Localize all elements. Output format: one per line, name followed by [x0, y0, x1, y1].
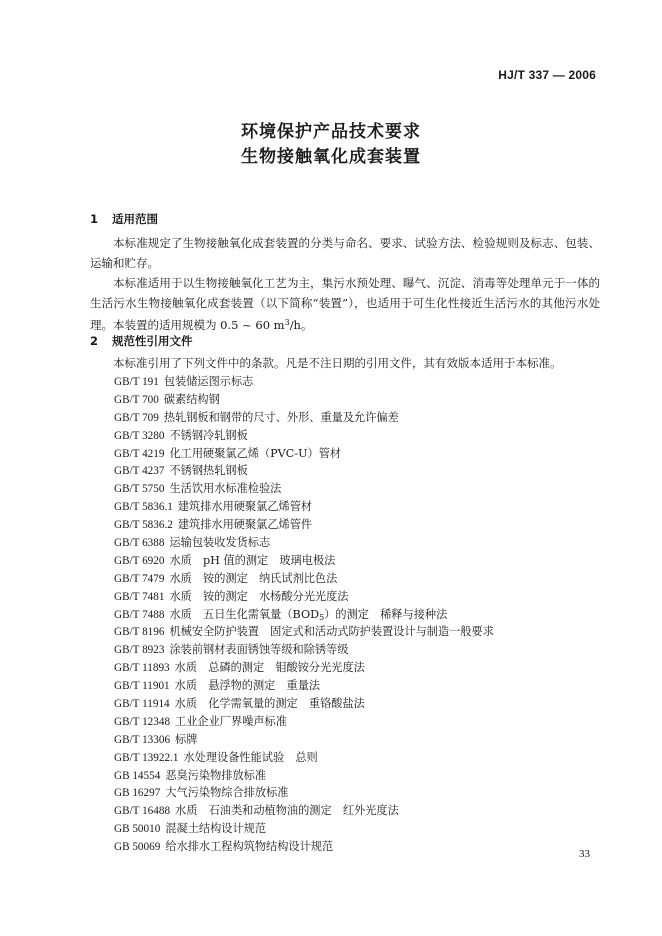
reference-item	[114, 606, 494, 624]
reference-code: GB/T 13922.1	[114, 751, 179, 764]
reference-code: GB/T 7488	[114, 608, 165, 621]
unit-superscript: 3	[284, 318, 290, 327]
reference-code: GB/T 5750	[114, 483, 165, 496]
reference-code: GB/T 4237	[114, 465, 165, 478]
reference-code: GB/T 8923	[114, 644, 165, 657]
reference-item	[114, 802, 494, 820]
reference-code: GB/T 191	[114, 376, 159, 388]
reference-item	[114, 820, 494, 838]
reference-code: GB/T 4219	[114, 447, 165, 460]
reference-item	[114, 427, 494, 445]
reference-item	[114, 373, 494, 391]
reference-item	[114, 767, 494, 785]
reference-code: GB/T 11914	[114, 698, 170, 711]
page-number: 33	[579, 848, 590, 860]
title-line-2: 生物接触氧化成套装置	[241, 147, 421, 167]
reference-title: 机械安全防护装置 固定式和活动式防护装置设计与制造一般要求	[169, 625, 494, 639]
reference-title: 建筑排水用硬聚氯乙烯管件	[177, 518, 313, 532]
reference-title: 给水排水工程构筑物结构设计规范	[165, 840, 334, 854]
reference-title: 水质 石油类和动植物油的测定 红外光度法	[175, 804, 399, 818]
reference-title-subscript: 5	[319, 612, 325, 622]
reference-item	[114, 659, 494, 677]
section-1-heading	[90, 211, 158, 227]
reference-item	[114, 462, 494, 480]
reference-item	[114, 677, 494, 695]
reference-title: 标牌	[175, 732, 198, 746]
scope-text: 本标准适用于以生物接触氧化工艺为主，集污水预处理、曝气、沉淀、消毒等处理单元于一体的生活污水生物接触氧化成套装置（以下简称“装置”），也适用于可生化性接近生活污水的其他污水处理。本装置的适用规模为 0.5 ~ 60 m	[90, 276, 600, 332]
section-2-heading	[90, 333, 193, 349]
reference-title: 涂装前钢材表面锈蚀等级和除锈等级	[169, 643, 349, 657]
reference-code: GB/T 700	[114, 393, 159, 406]
reference-list	[114, 373, 494, 856]
reference-title: 包装储运图示标志	[163, 375, 254, 388]
reference-code: GB/T 5836.2	[114, 519, 173, 532]
reference-title-tail: ）的测定 稀释与接种法	[324, 607, 448, 621]
reference-item	[114, 391, 494, 409]
reference-code: GB/T 709	[114, 411, 159, 424]
scope-text-tail: /h。	[289, 318, 313, 332]
reference-title: 化工用硬聚氯乙烯（PVC-U）管材	[169, 446, 342, 460]
section-2-number: 2	[90, 334, 99, 348]
reference-code: GB/T 16488	[114, 805, 171, 818]
reference-code: GB/T 7481	[114, 590, 165, 603]
reference-item	[114, 480, 494, 498]
reference-code: GB/T 5836.1	[114, 501, 173, 514]
section-2-intro: 本标准引用了下列文件中的条款。凡是不注日期的引用文件，其有效版本适用于本标准。	[113, 356, 562, 370]
reference-code: GB/T 7479	[114, 572, 165, 585]
reference-title: 不锈钢热轧钢板	[169, 464, 248, 478]
reference-item	[114, 445, 494, 463]
reference-title: 工业企业厂界噪声标准	[175, 714, 287, 728]
reference-item	[114, 409, 494, 427]
reference-item	[114, 731, 494, 749]
reference-title: 不锈钢冷轧钢板	[169, 428, 248, 442]
reference-code: GB/T 6388	[114, 537, 165, 550]
reference-code: GB/T 13306	[114, 733, 171, 746]
reference-item	[114, 623, 494, 641]
section-1-number: 1	[90, 212, 99, 226]
reference-title: 水质 pH 值的测定 玻璃电极法	[169, 553, 336, 567]
reference-title: 大气污染物综合排放标准	[165, 786, 289, 800]
reference-title: 碳素结构钢	[163, 392, 220, 406]
reference-code: GB/T 12348	[114, 715, 171, 728]
reference-item	[114, 749, 494, 767]
reference-title: 水质 铵的测定 纳氏试剂比色法	[169, 571, 338, 585]
reference-title: 水处理设备性能试验 总则	[183, 750, 318, 764]
reference-title: 水质 悬浮物的测定 重量法	[174, 679, 321, 693]
reference-item	[114, 516, 494, 534]
standard-number: HJ/T 337 — 2006	[498, 68, 596, 82]
reference-title: 恶臭污染物排放标准	[165, 768, 267, 782]
reference-title: 生活饮用水标准检验法	[169, 482, 282, 496]
reference-item	[114, 838, 494, 856]
reference-code: GB 16297	[114, 787, 161, 800]
reference-title: 热轧钢板和钢带的尺寸、外形、重量及允许偏差	[163, 410, 399, 424]
reference-code: GB/T 3280	[114, 429, 165, 442]
section-2-title: 规范性引用文件	[112, 334, 193, 348]
reference-title: 水质 五日生化需氧量（BOD	[169, 607, 320, 621]
reference-item	[114, 588, 494, 606]
reference-code: GB 50069	[114, 841, 161, 854]
reference-title: 水质 化学需氧量的测定 重铬酸盐法	[174, 697, 365, 711]
reference-code: GB/T 8196	[114, 626, 165, 639]
reference-item	[114, 695, 494, 713]
reference-code: GB/T 11893	[114, 662, 170, 675]
reference-code: GB/T 11901	[114, 680, 170, 693]
reference-code: GB 14554	[114, 769, 161, 782]
section-1-paragraph-2	[90, 273, 600, 335]
reference-title: 建筑排水用硬聚氯乙烯管材	[177, 500, 313, 514]
section-1-title: 适用范围	[112, 212, 159, 226]
reference-code: GB/T 6920	[114, 554, 165, 567]
document-title	[0, 120, 662, 170]
reference-item	[114, 641, 494, 659]
reference-item	[114, 534, 494, 552]
reference-item	[114, 784, 494, 802]
reference-item	[114, 552, 494, 570]
reference-title: 水质 总磷的测定 钼酸铵分光光度法	[174, 661, 365, 675]
reference-item	[114, 498, 494, 516]
title-line-1: 环境保护产品技术要求	[241, 122, 421, 142]
reference-item	[114, 570, 494, 588]
reference-item	[114, 713, 494, 731]
reference-title: 运输包装收发货标志	[169, 536, 271, 550]
section-1-paragraph-1: 本标准规定了生物接触氧化成套装置的分类与命名、要求、试验方法、检验规则及标志、包装、运输和贮存。	[90, 236, 600, 270]
reference-title: 混凝土结构设计规范	[165, 822, 267, 836]
reference-code: GB 50010	[114, 823, 161, 836]
reference-title: 水质 铵的测定 水杨酸分光光度法	[169, 589, 349, 603]
